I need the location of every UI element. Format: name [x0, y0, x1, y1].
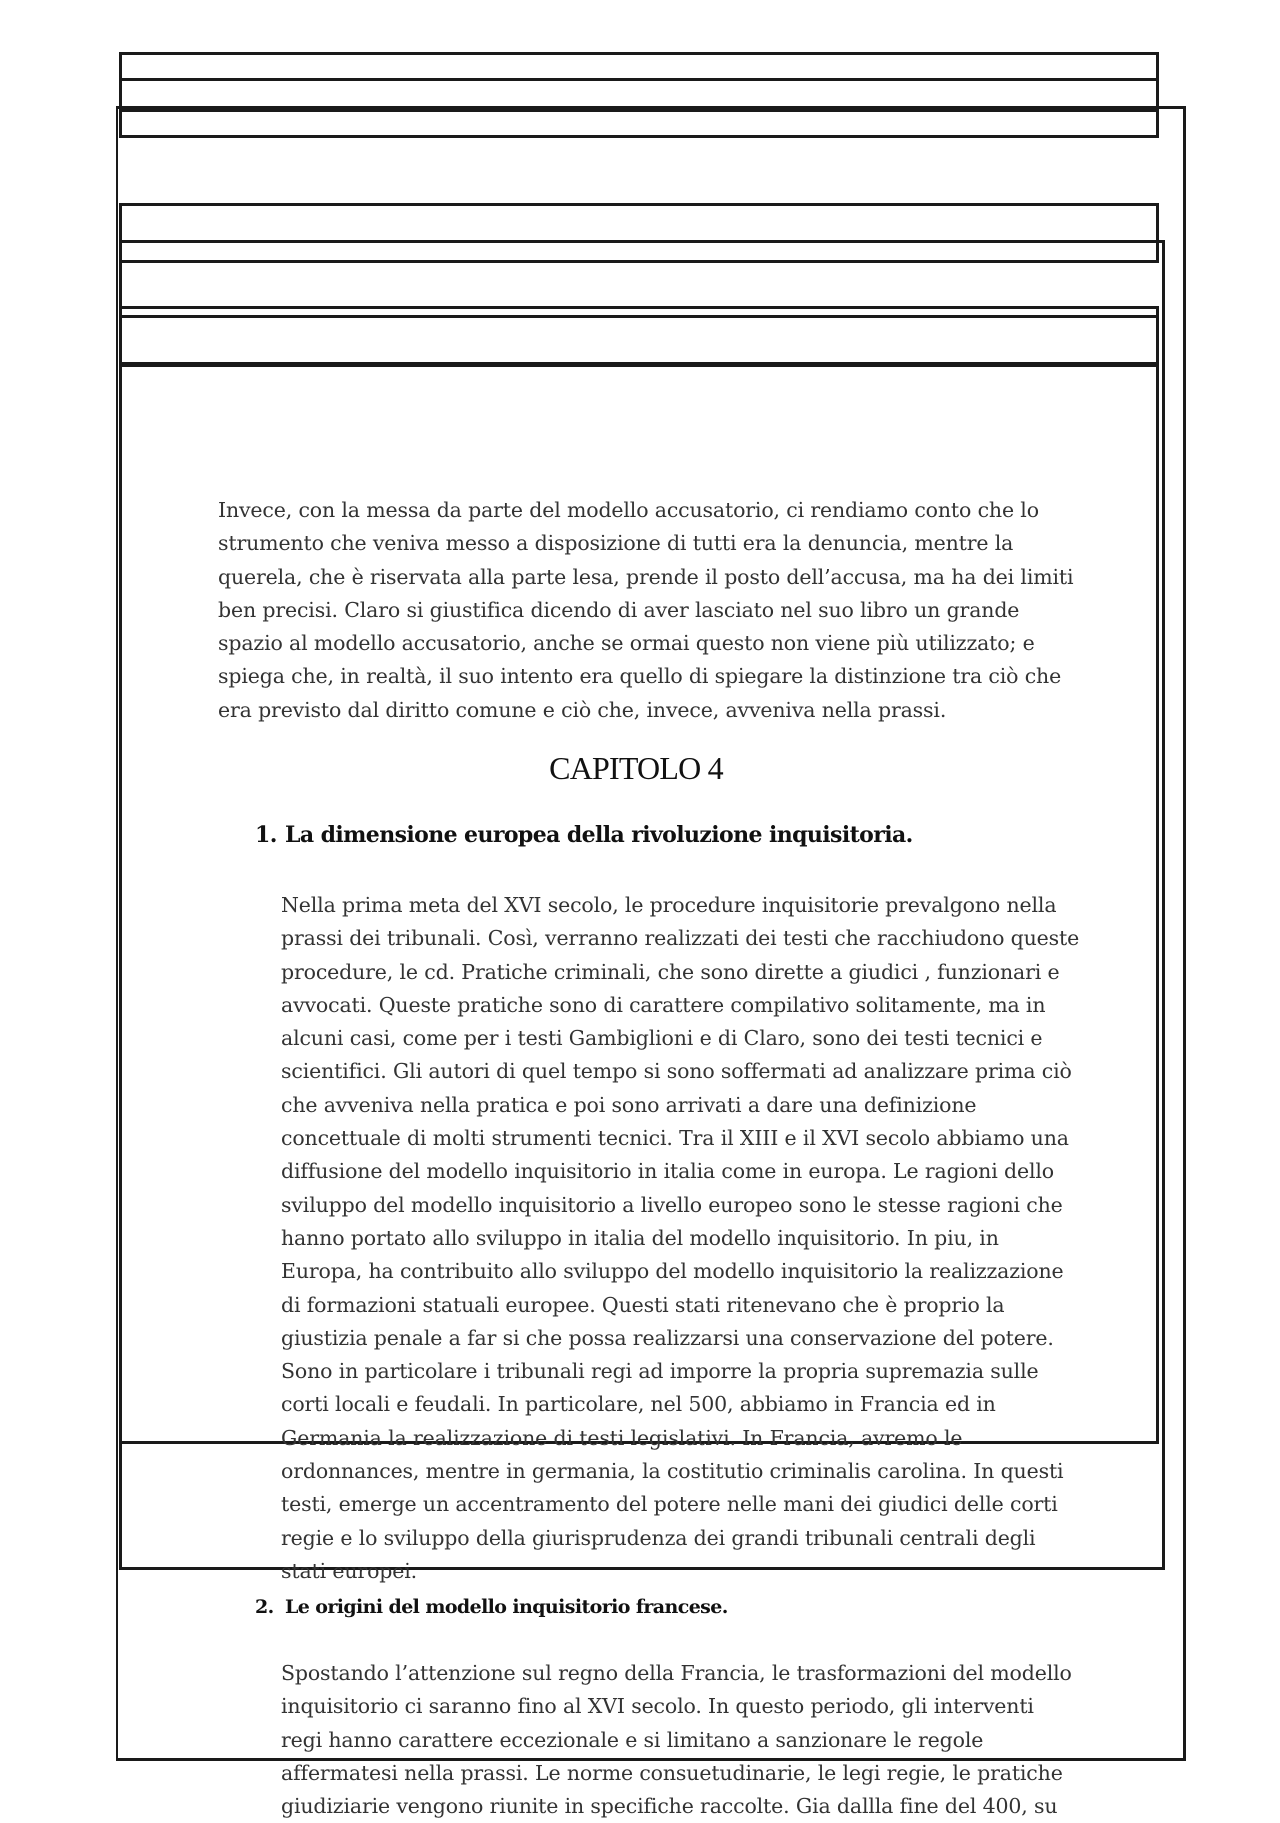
section-number: 1.	[255, 822, 277, 848]
section-2-body: Spostando l’attenzione sul regno della Francia, le trasformazioni del modello inquisitorio ci saranno fino al XVI secolo. In questo periodo, gli interventi regi hanno carattere eccezionale e si limitano a sanzionare le regole affermatesi nella prassi. Le norme consuetudinarie, le legi regie, le pratiche giudiziarie vengono riunite in specifiche raccolte. Gia dallla fine del 400, su	[281, 1661, 1072, 1819]
section-title: La dimensione europea della rivoluzione inquisitoria.	[285, 822, 913, 848]
intro-paragraph: Invece, con la messa da parte del modello accusatorio, ci rendiamo conto che lo strumento che veniva messo a disposizione di tutti era la denuncia, mentre la querela, che è riservata alla parte lesa, prende il posto dell’accusa, ma ha dei limiti ben precisi. Claro si giustifica dicendo di aver lasciato nel suo libro un grande spazio al modello accusatorio, anche se ormai questo non viene più utilizzato; e spiega che, in realtà, il suo intento era quello di spiegare la distinzione tra ciò che era previsto dal diritto comune e ciò che, invece, avveniva nella prassi.	[218, 498, 1074, 722]
chapter-title: CAPITOLO 4	[549, 750, 723, 786]
section-heading-1	[255, 818, 913, 852]
section-title: Le origini del modello inquisitorio francese.	[285, 1596, 728, 1618]
section-number: 2.	[255, 1596, 274, 1618]
section-1-body: Nella prima meta del XVI secolo, le procedure inquisitorie prevalgono nella prassi dei tribunali. Così, verranno realizzati dei testi che racchiudono queste procedure, le cd. Pratiche criminali, che sono dirette a giudici , funzionari e avvocati. Queste pratiche sono di carattere compilativo solitamente, ma in alcuni casi, come per i testi Gambiglioni e di Claro, sono dei testi tecnici e scientifici. Gli autori di quel tempo si sono soffermati ad analizzare prima ciò che avveniva nella pratica e poi sono arrivati a dare una definizione concettuale di molti strumenti tecnici. Tra il XIII e il XVI secolo abbiamo una diffusione del modello inquisitorio in italia come in europa. Le ragioni dello sviluppo del modello inquisitorio a livello europeo sono le stesse ragioni che hanno portato allo sviluppo in italia del modello inquisitorio. In piu, in Europa, ha contribuito allo sviluppo del modello inquisitorio la realizzazione di formazioni statuali europee. Questi stati ritenevano che è proprio la giustizia penale a far si che possa realizzarsi una conservazione del potere. Sono in particolare i tribunali regi ad imporre la propria supremazia sulle corti locali e feudali. In particolare, nel 500, abbiamo in Francia ed in Germania la realizzazione di testi legislativi. In Francia, avremo le ordonnances, mentre in germania, la costitutio criminalis carolina. In questi testi, emerge un accentramento del potere nelle mani dei giudici delle corti regie e lo sviluppo della giurisprudenza dei grandi tribunali centrali degli stati europei.	[281, 893, 1080, 1583]
section-heading-2	[255, 1592, 728, 1622]
